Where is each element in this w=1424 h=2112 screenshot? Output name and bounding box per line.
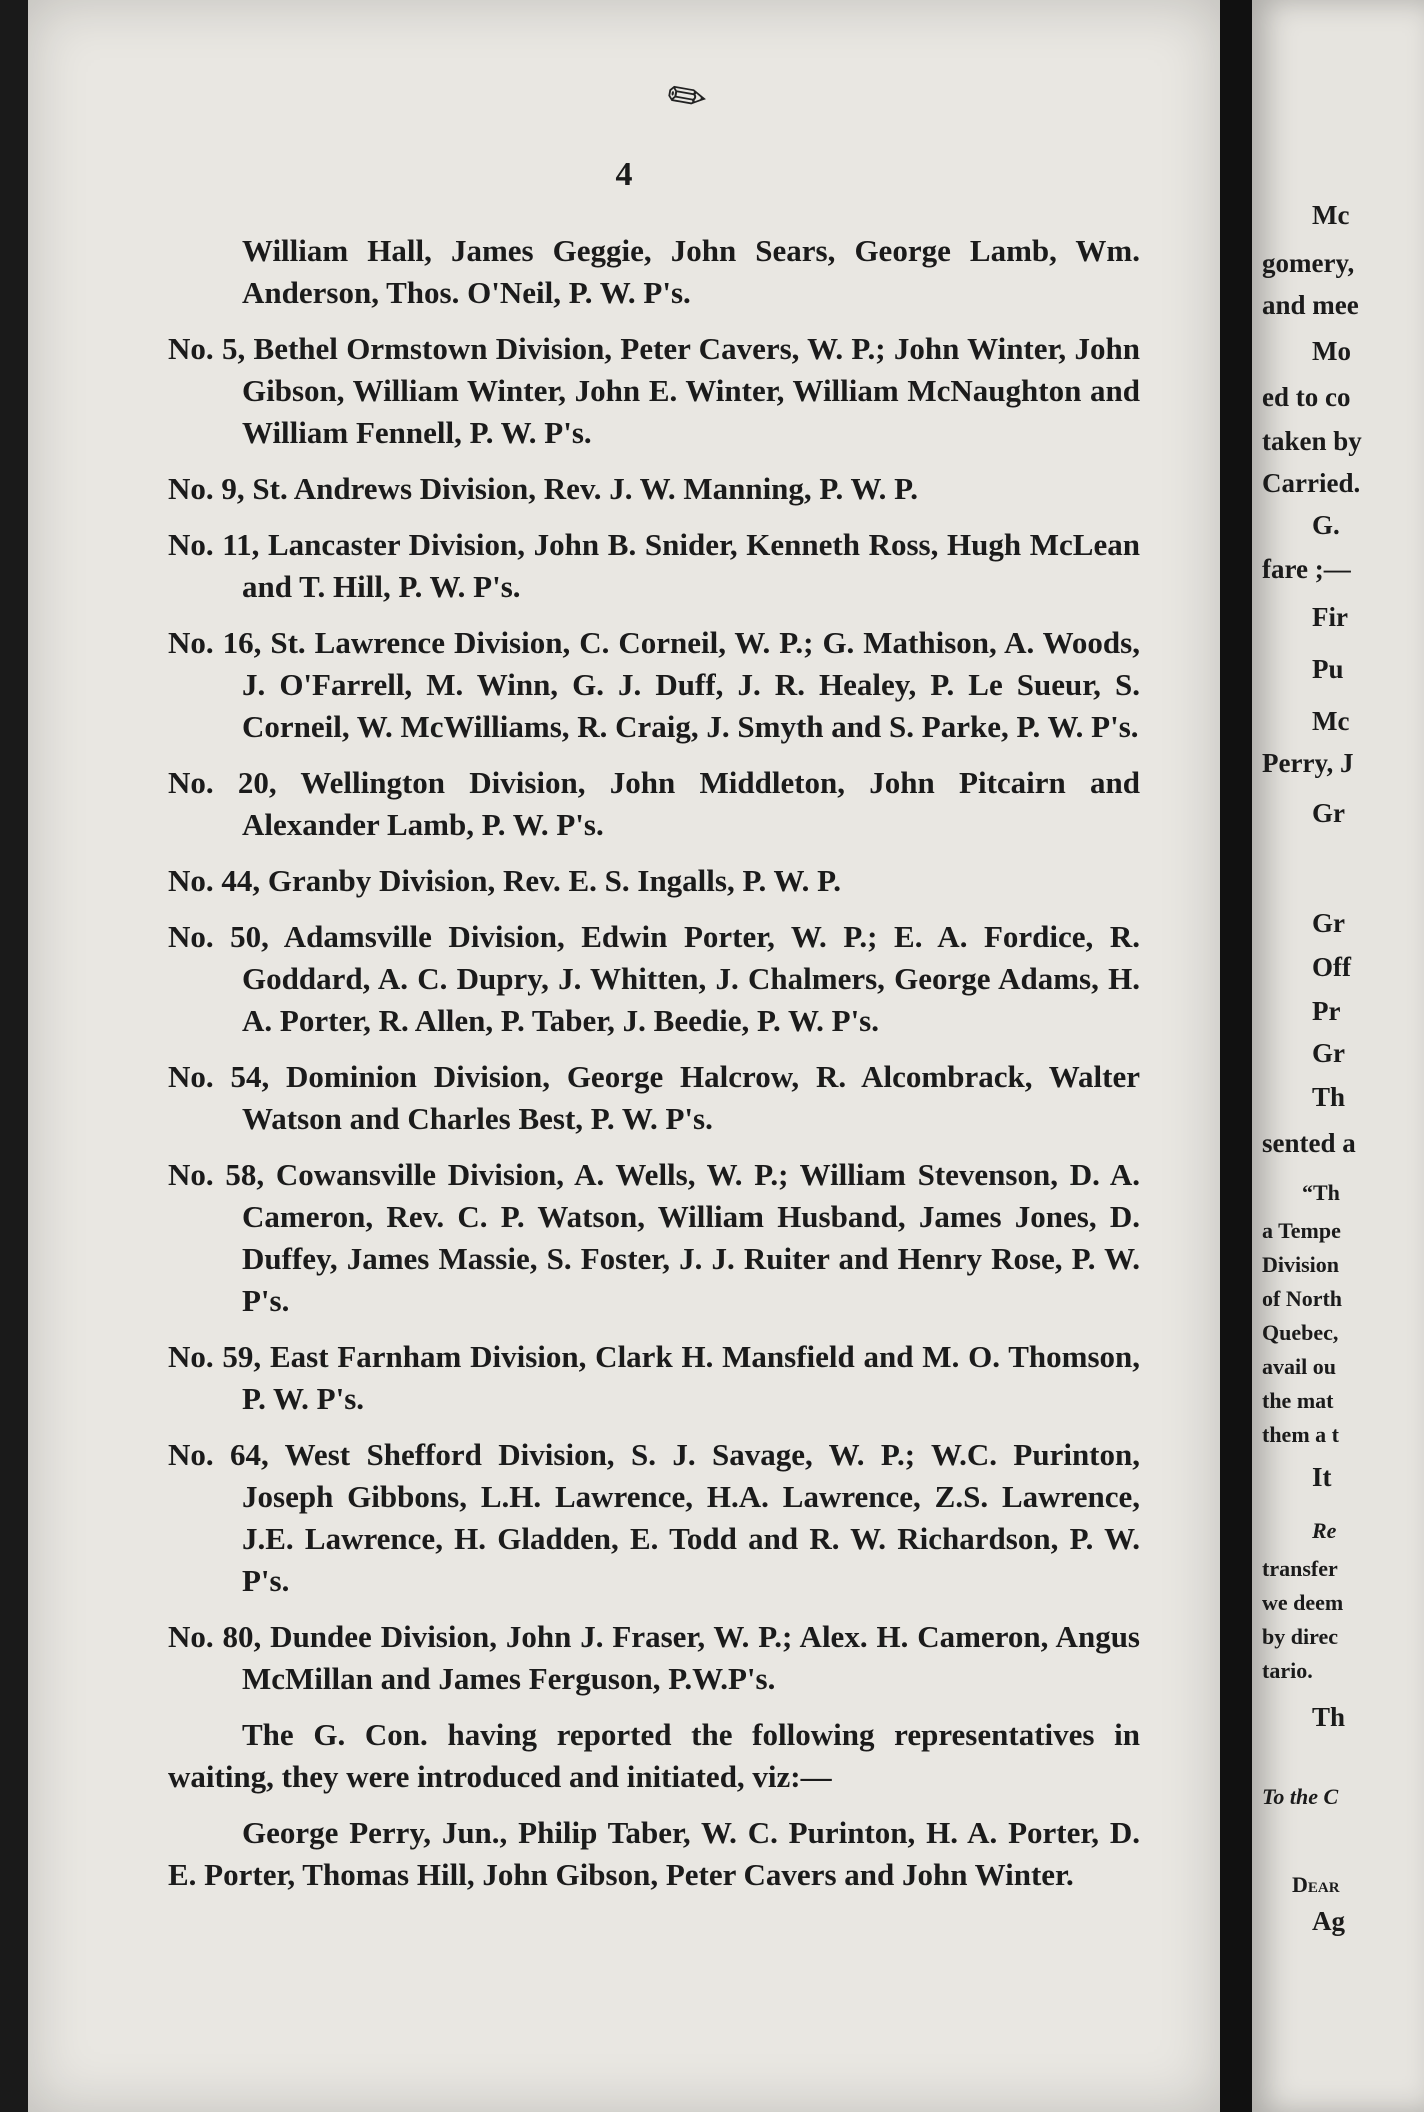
division-entry: No. 11, Lancaster Division, John B. Snider, Kenneth Ross, Hugh McLean and T. Hill, P. W. P's. [168,527,1140,604]
right-fragment: Off [1312,952,1351,982]
right-fragment: avail ou [1262,1354,1336,1379]
right-fragment: by direc [1262,1624,1338,1649]
continuation-text: William Hall, James Geggie, John Sears, George Lamb, Wm. Anderson, Thos. O'Neil, P. W. P's. [242,233,1140,310]
right-fragment: a Tempe [1262,1218,1341,1243]
representatives-list: George Perry, Jun., Philip Taber, W. C. Purinton, H. A. Porter, D. E. Porter, Thomas Hill, John Gibson, Peter Cavers and John Winter. [168,1815,1140,1892]
division-entry: No. 9, St. Andrews Division, Rev. J. W. Manning, P. W. P. [168,471,918,506]
right-fragment: To the C [1262,1784,1339,1809]
right-fragment: Quebec, [1262,1320,1339,1345]
right-fragment: fare ;— [1262,554,1351,584]
right-fragment: Ag [1312,1906,1345,1936]
right-fragment: taken by [1262,426,1362,456]
pen-mark: ✎ [657,65,718,130]
division-entry: No. 59, East Farnham Division, Clark H. Mansfield and M. O. Thomson, P. W. P's. [168,1339,1140,1416]
right-fragment: Perry, J [1262,748,1354,778]
right-fragment: of North [1262,1286,1343,1311]
page-number: 4 [615,156,633,193]
right-fragment: we deem [1262,1590,1344,1615]
division-entry: No. 64, West Shefford Division, S. J. Savage, W. P.; W.C. Purinton, Joseph Gibbons, L.H. Lawrence, H.A. Lawrence, Z.S. Lawrence, J.E. Lawrence, H. Gladden, E. Todd and R. W. Richardson, P. W. P's. [168,1437,1140,1598]
right-fragment: sented a [1262,1128,1356,1158]
right-fragment: Gr [1312,798,1345,828]
right-fragment: ed to co [1262,382,1351,412]
right-page-fragment [1252,0,1424,2112]
right-fragment: Mc [1312,706,1350,736]
right-fragment: them a t [1262,1422,1339,1447]
division-list [168,230,1140,1910]
left-page [28,0,1220,2112]
division-entry: No. 44, Granby Division, Rev. E. S. Ingalls, P. W. P. [168,863,841,898]
book-gutter [1220,0,1252,2112]
right-fragment: Gr [1312,908,1345,938]
right-fragment: gomery, [1262,248,1355,278]
division-entry: No. 20, Wellington Division, John Middleton, John Pitcairn and Alexander Lamb, P. W. P's. [168,765,1140,842]
division-entry: No. 50, Adamsville Division, Edwin Porter, W. P.; E. A. Fordice, R. Goddard, A. C. Dupry, J. Whitten, J. Chalmers, George Adams, H. A. Porter, R. Allen, P. Taber, J. Beedie, P. W. P's. [168,919,1140,1038]
right-fragment: tario. [1262,1658,1313,1683]
right-fragment: Th [1312,1082,1346,1112]
right-fragment: “Th [1302,1180,1340,1205]
right-fragment: Pr [1312,996,1341,1026]
right-fragment: Pu [1312,654,1344,684]
right-fragment: Th [1312,1702,1346,1732]
division-entry: No. 16, St. Lawrence Division, C. Corneil, W. P.; G. Mathison, A. Woods, J. O'Farrell, M. Winn, G. J. Duff, J. R. Healey, P. Le Sueur, S. Corneil, W. McWilliams, R. Craig, J. Smyth and S. Parke, P. W. P's. [168,625,1140,744]
right-fragment: Re [1312,1518,1337,1543]
right-fragment: Dear [1292,1872,1340,1897]
right-fragment: Division [1262,1252,1340,1277]
right-fragment: transfer [1262,1556,1338,1581]
right-fragment: Carried. [1262,468,1361,498]
right-fragment: It [1312,1462,1332,1492]
right-fragment: Gr [1312,1038,1345,1068]
right-fragment: the mat [1262,1388,1334,1413]
right-fragment: and mee [1262,290,1359,320]
right-fragment: Mo [1312,336,1351,366]
division-entry: No. 80, Dundee Division, John J. Fraser, W. P.; Alex. H. Cameron, Angus McMillan and James Ferguson, P.W.P's. [168,1619,1140,1696]
right-fragment: G. [1312,510,1340,540]
intro-paragraph: The G. Con. having reported the following representatives in waiting, they were introduced and initiated, viz:— [168,1717,1140,1794]
division-entry: No. 58, Cowansville Division, A. Wells, W. P.; William Stevenson, D. A. Cameron, Rev. C. P. Watson, William Husband, James Jones, D. Duffey, James Massie, S. Foster, J. J. Ruiter and Henry Rose, P. W. P's. [168,1157,1140,1318]
division-entry: No. 54, Dominion Division, George Halcrow, R. Alcombrack, Walter Watson and Charles Best, P. W. P's. [168,1059,1140,1136]
right-fragment: Fir [1312,602,1348,632]
right-fragment: Mc [1312,200,1350,230]
division-entry: No. 5, Bethel Ormstown Division, Peter Cavers, W. P.; John Winter, John Gibson, William Winter, John E. Winter, William McNaughton and William Fennell, P. W. P's. [168,331,1140,450]
